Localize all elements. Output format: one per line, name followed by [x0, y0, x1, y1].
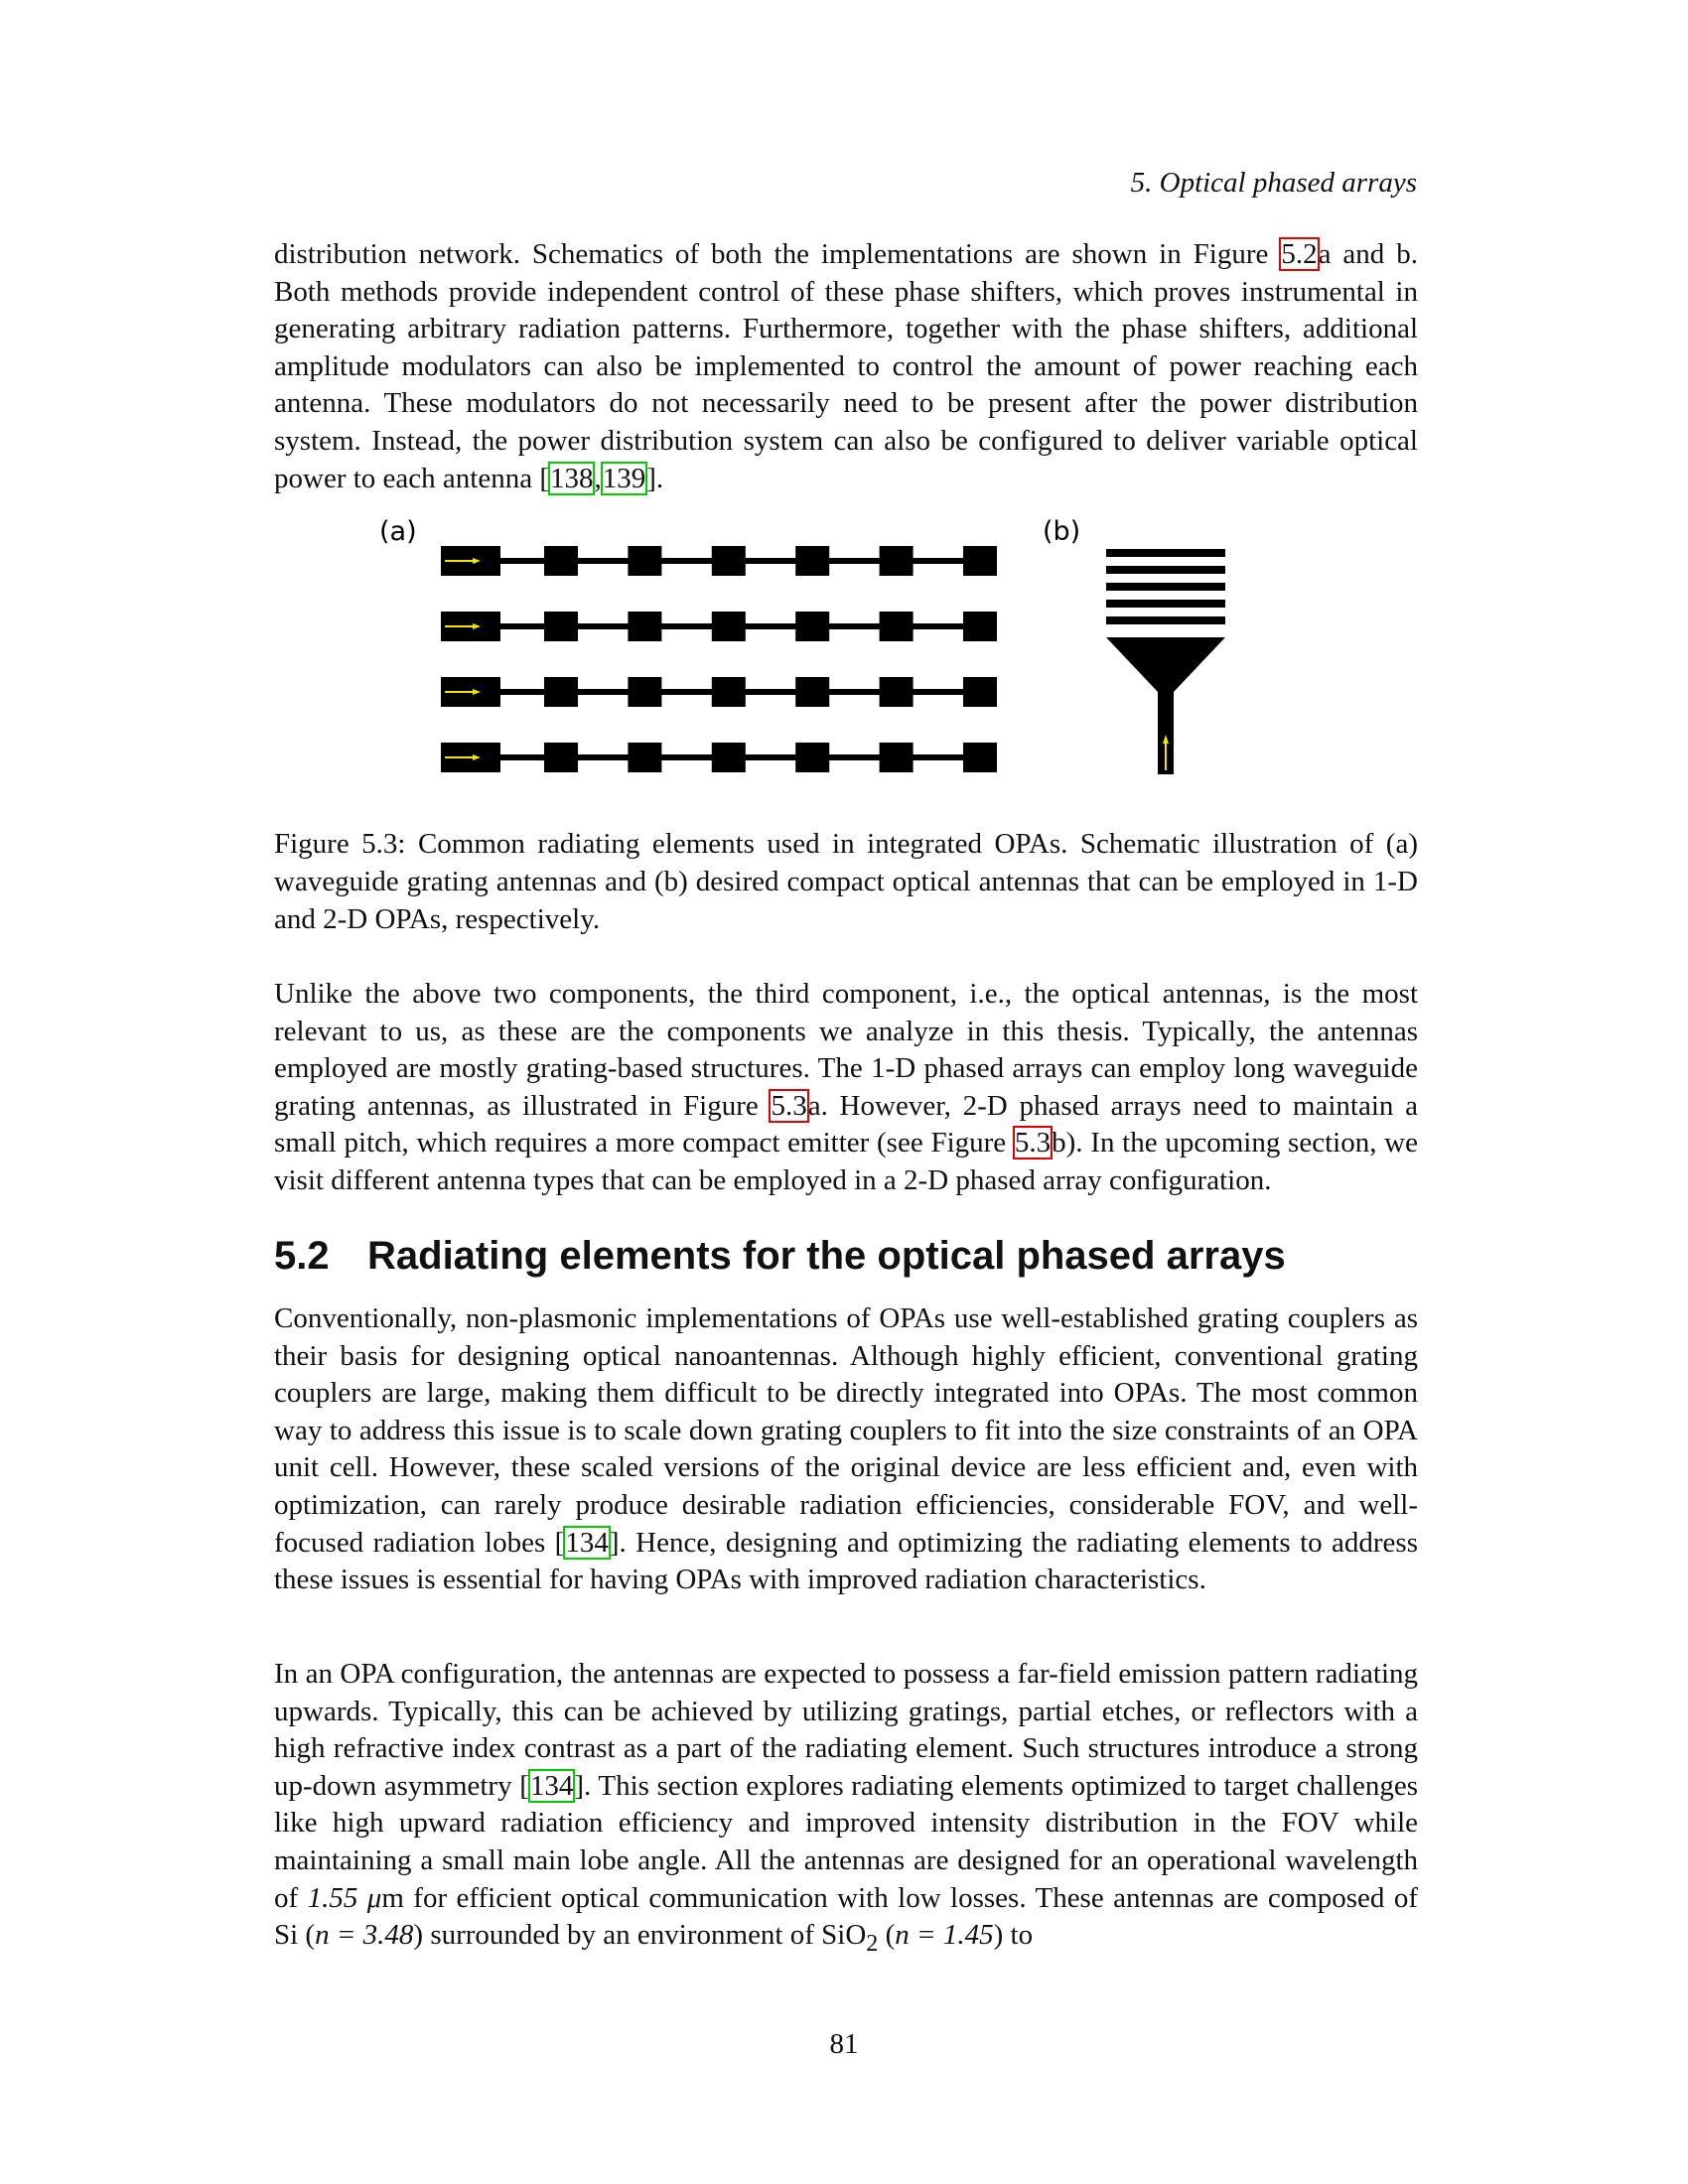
grating-pad: [544, 677, 578, 707]
section-number: 5.2: [274, 1234, 330, 1278]
citation-link[interactable]: 138: [549, 462, 594, 494]
section-title: Radiating elements for the optical phased arrays: [367, 1234, 1286, 1278]
figure-caption: Figure 5.3: Common radiating elements used in integrated OPAs. Schematic illustration of (a) waveguide grating antennas and (b) desired compact optical antennas that can be employed in 1-D and 2-D OPAs, respectively.: [274, 828, 1418, 935]
text-run: (: [878, 1919, 896, 1952]
figure-ref-link[interactable]: 5.3: [771, 1089, 807, 1122]
text-run: ) to: [993, 1919, 1034, 1952]
figure-ref-link[interactable]: 5.3: [1014, 1127, 1052, 1160]
grating-pad: [795, 612, 829, 641]
grating-pad: [712, 612, 746, 641]
grating-pad: [628, 743, 661, 772]
figure-5-3: [367, 516, 1241, 784]
text-run: b). In the upcoming section, we visit different antenna types that can be employed in a 2-D phased array configuration.: [274, 1127, 1418, 1196]
grating-pad: [880, 743, 914, 772]
figure-ref-link[interactable]: 5.2: [1281, 238, 1318, 270]
grating-bar: [1106, 600, 1225, 608]
text-run: ].: [646, 462, 664, 494]
grating-pad: [963, 677, 997, 707]
grating-pad: [544, 743, 578, 772]
grating-pad: [628, 612, 661, 641]
text-run: a. However, 2-D phased arrays need to maintain a small pitch, which requires a more compact emitter (see Figure: [274, 1089, 1418, 1160]
text-run: Conventionally, non-plasmonic implementations of OPAs use well-established grating couplers as their basis for designing optical nanoantennas. Although highly efficient, conventional grating couplers are large, making them difficult to be directly integrated into OPAs. The most common way to address this issue is to scale down grating couplers to fit into the size constraints of an OPA unit cell. However, these scaled versions of the original device are less efficient and, even with optimization, can rarely produce desirable radiation efficiencies, considerable FOV, and well-focused radiation lobes [: [274, 1302, 1418, 1559]
grating-pad: [963, 743, 997, 772]
taper: [1106, 637, 1225, 692]
text-run: a and b. Both methods provide independent control of these phase shifters, which proves instrumental in generating arbitrary radiation patterns. Furthermore, together with the phase shifters, additional amplitude modulators can also be implemented to control the amount of power reaching each antenna. These modulators do not necessarily need to be present after the power distribution system. Instead, the power distribution system can also be configured to deliver variable optical power to each antenna [: [274, 238, 1418, 494]
math-wavelength: 1.55 μ: [307, 1881, 382, 1914]
grating-pad: [544, 612, 578, 641]
waveguide-grating-antenna-array: [441, 546, 997, 772]
text-run: ) surrounded by an environment of SiO: [413, 1919, 867, 1952]
text-run: Unlike the above two components, the third component, i.e., the optical antennas, is the most relevant to us, as these are the components we analyze in this thesis. Typically, the antennas employed are mostly grating-based structures. The 1-D phased arrays can employ long waveguide grating antennas, as illustrated in Figure: [274, 978, 1418, 1122]
subfigure-label-b: (b): [1043, 516, 1081, 547]
text-run: In an OPA configuration, the antennas are expected to possess a far-field emission pattern radiating upwards. Typically, this can be achieved by utilizing gratings, partial etches, or reflectors with a high refractive index contrast as a part of the radiating element. Such structures introduce a strong up-down asymmetry [: [274, 1658, 1418, 1802]
subscript: 2: [866, 1929, 879, 1957]
grating-bar: [1106, 616, 1225, 624]
text-run: distribution network. Schematics of both the implementations are shown in Figure: [274, 238, 1281, 270]
citation-link[interactable]: 139: [602, 462, 646, 494]
text-run: m for efficient optical communication with low losses. These antennas are composed of Si (: [274, 1881, 1418, 1952]
text-run: ]. This section explores radiating elements optimized to target challenges like high upward radiation efficiency and improved intensity distribution in the FOV while maintaining a small main lobe angle. All the antennas are designed for an operational wavelength of: [274, 1769, 1418, 1914]
compact-optical-antenna: [1106, 549, 1225, 774]
paragraph-configuration: [274, 1656, 1418, 1963]
paragraph-antennas: [274, 976, 1418, 1200]
grating-pad: [880, 546, 914, 576]
waveguide-grating-row: [441, 546, 997, 576]
paragraph-conventional: [274, 1300, 1418, 1599]
section-heading: [274, 1234, 1286, 1279]
grating-pad: [712, 677, 746, 707]
text-run: ,: [594, 462, 602, 494]
grating-pad: [628, 677, 661, 707]
grating-pad: [712, 546, 746, 576]
grating-pad: [544, 546, 578, 576]
grating-pad: [963, 612, 997, 641]
grating-pad: [963, 546, 997, 576]
citation-link[interactable]: 134: [565, 1526, 609, 1559]
grating-pad: [795, 677, 829, 707]
waveguide-grating-row: [441, 677, 997, 707]
grating-bar: [1106, 583, 1225, 591]
subfigure-label-a: (a): [379, 516, 417, 547]
grating-pad: [880, 677, 914, 707]
math-index-si: n = 3.48: [315, 1919, 414, 1952]
grating-pad: [795, 743, 829, 772]
waveguide-grating-row: [441, 612, 997, 641]
running-title: 5. Optical phased arrays: [1130, 167, 1417, 199]
citation-link[interactable]: 134: [529, 1769, 574, 1802]
text-run: ]. Hence, designing and optimizing the radiating elements to address these issues is essential for having OPAs with improved radiation characteristics.: [274, 1526, 1418, 1596]
grating-pad: [795, 546, 829, 576]
grating-pad: [628, 546, 661, 576]
grating-bar: [1106, 566, 1225, 574]
paragraph-intro: [274, 236, 1418, 497]
grating-pad: [712, 743, 746, 772]
page-number: 81: [829, 2028, 859, 2060]
grating-pad: [880, 612, 914, 641]
figure-schematic: [367, 516, 1241, 784]
math-index-sio2: n = 1.45: [895, 1919, 994, 1952]
waveguide-grating-row: [441, 743, 997, 772]
grating-bar: [1106, 549, 1225, 557]
